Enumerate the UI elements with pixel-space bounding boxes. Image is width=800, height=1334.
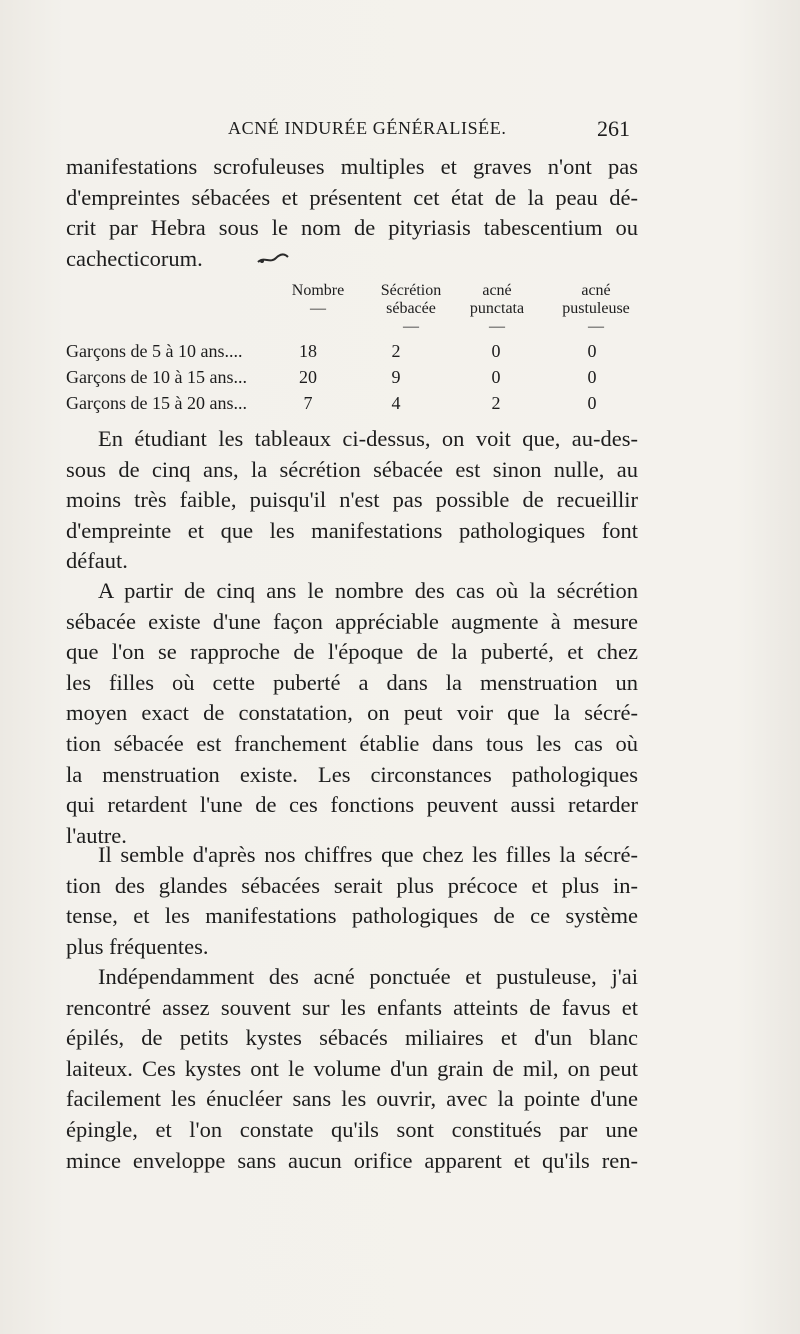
cell-nombre: 18 <box>299 341 317 361</box>
column-rule: — <box>489 318 505 335</box>
column-sub: sébacée <box>386 300 436 317</box>
text-line: d'empreintes sébacées et présentent cet état de la peau dé- <box>66 184 638 210</box>
table-body <box>66 338 646 416</box>
paragraph-5 <box>66 962 638 1176</box>
cell-pustuleuse: 0 <box>587 367 597 387</box>
ink-mark-icon <box>256 252 290 266</box>
text-line: épingle, et l'on constate qu'ils sont constitués par une <box>66 1116 638 1142</box>
page-number: 261 <box>597 116 630 141</box>
column-label: acné <box>482 282 512 299</box>
row-label: Garçons de 15 à 20 ans... <box>66 393 247 413</box>
text-line: sous de cinq ans, la sécrétion sébacée est sinon nulle, au <box>66 456 638 482</box>
table-row <box>66 338 646 364</box>
text-line: les filles où cette puberté a dans la menstruation un <box>66 669 638 695</box>
cell-punctata: 0 <box>491 367 501 387</box>
cell-nombre: 7 <box>303 393 313 413</box>
table-row <box>66 364 646 390</box>
text-line: mince enveloppe sans aucun orifice apparent et qu'ils ren- <box>66 1147 638 1173</box>
text-line: facilement les énucléer sans les ouvrir, avec la pointe d'une <box>66 1086 638 1112</box>
text-line: l'autre. <box>66 822 127 848</box>
text-line: cachecticorum. <box>66 245 203 271</box>
text-line: plus fréquentes. <box>66 933 209 959</box>
text-line: défaut. <box>66 548 128 574</box>
paragraph-4 <box>66 840 638 962</box>
text-line: qui retardent l'une de ces fonctions peuvent aussi retarder <box>66 792 638 818</box>
text-line: moins très faible, puisqu'il n'est pas possible de recueillir <box>66 487 638 513</box>
table-header <box>66 282 646 335</box>
text-line: laiteux. Ces kystes ont le volume d'un grain de mil, on peut <box>66 1055 638 1081</box>
text-line: que l'on se rapproche de l'époque de la puberté, et chez <box>66 639 638 665</box>
cell-pustuleuse: 0 <box>587 341 597 361</box>
column-sub: pustuleuse <box>562 300 630 317</box>
text-line: A partir de cinq ans le nombre des cas où la sécrétion <box>98 578 638 603</box>
column-header <box>548 282 644 336</box>
text-line: moyen exact de constatation, on peut voir que la sécré- <box>66 700 638 726</box>
column-sub: punctata <box>469 300 525 317</box>
text-line: Indépendamment des acné ponctuée et pustuleuse, j'ai <box>98 964 638 989</box>
cell-secretion: 2 <box>391 341 401 361</box>
column-label: Sécrétion <box>380 282 442 299</box>
cell-secretion: 9 <box>391 367 401 387</box>
text-line: En étudiant les tableaux ci-dessus, on voit que, au-des- <box>98 426 638 451</box>
cell-pustuleuse: 0 <box>587 393 597 413</box>
column-header <box>366 282 456 336</box>
text-line: crit par Hebra sous le nom de pityriasis tabescentium ou <box>66 215 638 241</box>
row-label: Garçons de 5 à 10 ans.... <box>66 341 243 361</box>
column-header <box>278 282 358 318</box>
running-title: ACNÉ INDURÉE GÉNÉRALISÉE. <box>228 118 507 138</box>
text-line: la menstruation existe. Les circonstances pathologiques <box>66 761 638 787</box>
text-line: épilés, de petits kystes sébacés miliaires et d'un blanc <box>66 1025 638 1051</box>
text-line: Il semble d'après nos chiffres que chez les filles la sécré- <box>98 842 638 867</box>
row-label: Garçons de 10 à 15 ans... <box>66 367 247 387</box>
statistics-table <box>66 282 646 413</box>
text-line: rencontré assez souvent sur les enfants atteints de favus et <box>66 994 638 1020</box>
column-sub: — <box>310 300 326 317</box>
cell-nombre: 20 <box>299 367 317 387</box>
text-line: d'empreinte et que les manifestations pathologiques font <box>66 517 638 543</box>
paragraph-1 <box>66 152 638 274</box>
paragraph-3 <box>66 576 638 851</box>
column-label: acné <box>581 282 611 299</box>
column-label: Nombre <box>291 282 345 299</box>
text-line: tense, et les manifestations pathologiques de ce système <box>66 903 638 929</box>
cell-punctata: 2 <box>491 393 501 413</box>
text-line: tion des glandes sébacées serait plus précoce et plus in- <box>66 872 638 898</box>
column-rule: — <box>588 318 604 335</box>
table-row <box>66 390 646 416</box>
column-rule: — <box>403 318 419 335</box>
paragraph-2 <box>66 424 638 577</box>
cell-punctata: 0 <box>491 341 501 361</box>
text-line: sébacée existe d'une façon appréciable augmente à mesure <box>66 608 638 634</box>
text-line: tion sébacée est franchement établie dans tous les cas où <box>66 730 638 756</box>
cell-secretion: 4 <box>391 393 401 413</box>
page-header <box>0 116 800 146</box>
text-line: manifestations scrofuleuses multiples et graves n'ont pas <box>66 154 638 179</box>
column-header <box>452 282 542 336</box>
